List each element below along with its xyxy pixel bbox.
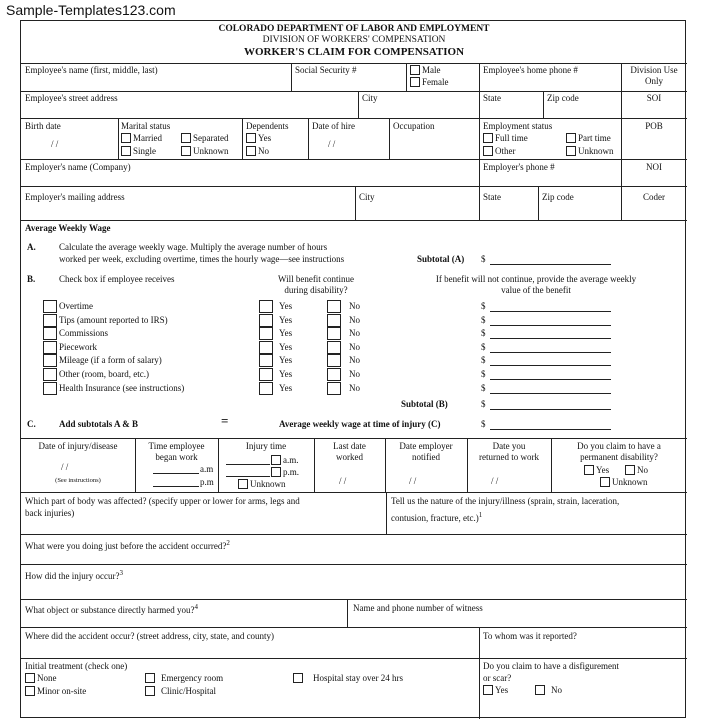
- treatment-minor-checkbox[interactable]: [25, 686, 35, 696]
- section-a-label: A.: [27, 242, 36, 252]
- part-time-checkbox[interactable]: [566, 133, 576, 143]
- began-pm-label: p.m: [200, 477, 214, 487]
- benefit-2-checkbox[interactable]: [43, 327, 57, 340]
- began-work-label: began work: [155, 452, 198, 462]
- returned-work-label: returned to work: [479, 452, 539, 462]
- street-address-label: Employee's street address: [25, 93, 118, 103]
- form-title: WORKER'S CLAIM FOR COMPENSATION: [243, 46, 465, 58]
- subtotal-a-label: Subtotal (A): [417, 254, 465, 264]
- benefit-4-value-line[interactable]: [490, 365, 611, 366]
- disfigurement-yes-checkbox[interactable]: [483, 685, 493, 695]
- benefit-5-dollar: $: [481, 369, 486, 379]
- separated-checkbox[interactable]: [181, 133, 191, 143]
- other-status-checkbox[interactable]: [483, 146, 493, 156]
- benefit-1-value-line[interactable]: [490, 325, 611, 326]
- benefit-4-no-checkbox[interactable]: [327, 354, 341, 367]
- benefit-0-value-line[interactable]: [490, 311, 611, 312]
- benefit-1-checkbox[interactable]: [43, 314, 57, 327]
- birth-date-slashes: / /: [51, 139, 59, 149]
- benefit-6-checkbox[interactable]: [43, 382, 57, 395]
- home-phone-label: Employee's home phone #: [483, 65, 578, 75]
- hire-date-slashes: / /: [328, 139, 336, 149]
- last-date-slashes: / /: [339, 476, 347, 486]
- noi-label: NOI: [646, 162, 662, 172]
- employment-status-label: Employment status: [483, 121, 553, 131]
- state-label: State: [483, 93, 501, 103]
- benefit-6-value-line[interactable]: [490, 393, 611, 394]
- other-status-label: Other: [495, 146, 516, 156]
- where-question: Where did the accident occur? (street address, city, state, and county): [25, 631, 275, 641]
- began-am-line[interactable]: [153, 473, 199, 474]
- subtotal-b-label: Subtotal (B): [401, 399, 448, 409]
- benefit-4-yes-label: Yes: [279, 355, 293, 365]
- dependents-no-checkbox[interactable]: [246, 146, 256, 156]
- separated-label: Separated: [193, 133, 229, 143]
- benefit-1-no-label: No: [349, 315, 360, 325]
- subtotal-c-dollar: $: [481, 419, 486, 429]
- benefit-5-yes-checkbox[interactable]: [259, 368, 273, 381]
- employee-name-label: Employee's name (first, middle, last): [25, 65, 158, 75]
- wage-heading: Average Weekly Wage: [25, 223, 111, 233]
- benefit-2-value-line[interactable]: [490, 338, 611, 339]
- not-continue-label: If benefit will not continue, provide the average weekly: [435, 274, 637, 284]
- benefit-6-dollar: $: [481, 383, 486, 393]
- benefit-3-label: Piecework: [59, 342, 97, 352]
- section-a-line1: Calculate the average weekly wage. Multiply the average number of hours: [59, 242, 328, 252]
- treatment-heading: Initial treatment (check one): [25, 661, 128, 671]
- injury-pm-label: p.m.: [283, 467, 300, 477]
- benefit-6-no-checkbox[interactable]: [327, 382, 341, 395]
- notified-date-slashes: / /: [409, 476, 417, 486]
- employer-mailing-label: Employer's mailing address: [25, 192, 125, 202]
- date-injury-slashes: / /: [61, 462, 69, 472]
- employer-zip-label: Zip code: [542, 192, 574, 202]
- body-part-question: Which part of body was affected? (specify upper or lower for arms, legs and: [25, 496, 300, 506]
- benefit-1-yes-label: Yes: [279, 315, 293, 325]
- benefit-0-no-checkbox[interactable]: [327, 300, 341, 313]
- married-checkbox[interactable]: [121, 133, 131, 143]
- returned-date-slashes: / /: [491, 476, 499, 486]
- benefit-5-checkbox[interactable]: [43, 368, 57, 381]
- last-date-label: Last date: [333, 441, 366, 451]
- female-checkbox[interactable]: [410, 77, 420, 87]
- male-label: Male: [422, 65, 441, 75]
- dependents-yes-checkbox[interactable]: [246, 133, 256, 143]
- benefit-4-label: Mileage (if a form of salary): [59, 355, 162, 365]
- disfigurement-no-checkbox[interactable]: [535, 685, 545, 695]
- subtotal-b-line[interactable]: [490, 409, 611, 410]
- disfigurement-question-2: or scar?: [483, 673, 512, 683]
- disfigurement-yes-label: Yes: [495, 685, 509, 695]
- benefit-3-checkbox[interactable]: [43, 341, 57, 354]
- treatment-hospital-checkbox[interactable]: [293, 673, 303, 683]
- benefit-0-label: Overtime: [59, 301, 93, 311]
- nature-injury-question: Tell us the nature of the injury/illness (sprain, strain, laceration,: [391, 496, 620, 506]
- injury-pm-line[interactable]: [226, 476, 270, 477]
- birth-date-label: Birth date: [25, 121, 61, 131]
- injury-am-label: a.m.: [283, 455, 299, 465]
- reported-question: To whom was it reported?: [483, 631, 577, 641]
- single-label: Single: [133, 146, 157, 156]
- benefit-5-no-checkbox[interactable]: [327, 368, 341, 381]
- permanent-yes-checkbox[interactable]: [584, 465, 594, 475]
- began-am-label: a.m: [200, 464, 214, 474]
- section-c-label: C.: [27, 419, 36, 429]
- section-b-text: Check box if employee receives: [59, 274, 175, 284]
- full-time-label: Full time: [495, 133, 528, 143]
- benefit-0-no-label: No: [349, 301, 360, 311]
- coder-label: Coder: [643, 192, 665, 202]
- benefit-5-value-line[interactable]: [490, 379, 611, 380]
- returned-label: Date you: [492, 441, 526, 451]
- permanent-no-label: No: [637, 465, 648, 475]
- benefit-2-label: Commissions: [59, 328, 109, 338]
- employer-state-label: State: [483, 192, 501, 202]
- time-began-label: Time employee: [148, 441, 205, 451]
- benefit-5-label: Other (room, board, etc.): [59, 369, 149, 379]
- injury-pm-checkbox[interactable]: [271, 467, 281, 477]
- permanent-no-checkbox[interactable]: [625, 465, 635, 475]
- claim-form: [20, 20, 686, 718]
- permanent-disability-label-2: permanent disability?: [580, 452, 658, 462]
- benefit-6-no-label: No: [349, 383, 360, 393]
- permanent-unknown-checkbox[interactable]: [600, 477, 610, 487]
- subtotal-c-line[interactable]: [490, 429, 611, 430]
- benefit-0-dollar: $: [481, 301, 486, 311]
- benefit-4-yes-checkbox[interactable]: [259, 354, 273, 367]
- see-instructions-label: (See instructions): [55, 477, 101, 484]
- benefit-4-no-label: No: [349, 355, 360, 365]
- benefit-2-yes-checkbox[interactable]: [259, 327, 273, 340]
- ssn-label: Social Security #: [295, 65, 357, 75]
- section-b-label: B.: [27, 274, 36, 284]
- treatment-clinic-label: Clinic/Hospital: [161, 686, 216, 696]
- benefit-0-yes-label: Yes: [279, 301, 293, 311]
- benefit-5-no-label: No: [349, 369, 360, 379]
- object-question: What object or substance directly harmed you?$^4$: [25, 603, 198, 615]
- injury-time-label: Injury time: [245, 441, 287, 451]
- division-title: DIVISION OF WORKERS' COMPENSATION: [262, 35, 446, 45]
- status-unknown-checkbox[interactable]: [566, 146, 576, 156]
- benefit-value-label: value of the benefit: [501, 285, 571, 295]
- subtotal-b-dollar: $: [481, 399, 486, 409]
- how-question: How did the injury occur?$^3$: [25, 569, 123, 581]
- hire-date-label: Date of hire: [312, 121, 355, 131]
- zip-label: Zip code: [547, 93, 579, 103]
- injury-am-line[interactable]: [226, 464, 270, 465]
- dependents-no-label: No: [258, 146, 269, 156]
- occupation-label: Occupation: [393, 121, 435, 131]
- permanent-yes-label: Yes: [596, 465, 610, 475]
- female-label: Female: [422, 77, 449, 87]
- benefit-4-checkbox[interactable]: [43, 354, 57, 367]
- treatment-emergency-checkbox[interactable]: [145, 673, 155, 683]
- benefit-continue-label: Will benefit continue: [277, 274, 355, 284]
- benefit-6-yes-checkbox[interactable]: [259, 382, 273, 395]
- status-unknown-label: Unknown: [578, 146, 614, 156]
- injury-time-unknown-checkbox[interactable]: [238, 479, 248, 489]
- treatment-emergency-label: Emergency room: [161, 673, 224, 683]
- benefit-1-dollar: $: [481, 315, 486, 325]
- disfigurement-question: Do you claim to have a disfigurement: [483, 661, 619, 671]
- notified-label: notified: [412, 452, 440, 462]
- section-c-result-label: Average weekly wage at time of injury (C): [279, 419, 441, 429]
- last-worked-label: worked: [336, 452, 363, 462]
- marital-status-label: Marital status: [121, 121, 171, 131]
- disfigurement-no-label: No: [551, 685, 562, 695]
- marital-unknown-label: Unknown: [193, 146, 229, 156]
- dept-title: COLORADO DEPARTMENT OF LABOR AND EMPLOYMENT: [218, 24, 490, 34]
- benefit-1-label: Tips (amount reported to IRS): [59, 315, 168, 325]
- subtotal-a-dollar: $: [481, 254, 486, 264]
- section-c-text: Add subtotals A & B: [59, 419, 139, 429]
- part-time-label: Part time: [578, 133, 611, 143]
- treatment-minor-label: Minor on-site: [37, 686, 87, 696]
- permanent-unknown-label: Unknown: [612, 477, 648, 487]
- employer-phone-label: Employer's phone #: [483, 162, 555, 172]
- witness-label: Name and phone number of witness: [353, 603, 483, 613]
- began-pm-line[interactable]: [153, 486, 199, 487]
- marital-unknown-checkbox[interactable]: [181, 146, 191, 156]
- treatment-none-label: None: [37, 673, 57, 683]
- benefit-5-yes-label: Yes: [279, 369, 293, 379]
- benefit-3-dollar: $: [481, 342, 486, 352]
- nature-injury-question-2: contusion, fracture, etc.)$^1$: [391, 511, 483, 523]
- body-part-question-2: back injuries): [25, 508, 75, 518]
- benefit-1-no-checkbox[interactable]: [327, 314, 341, 327]
- permanent-disability-label: Do you claim to have a: [577, 441, 661, 451]
- injury-time-unknown-label: Unknown: [250, 479, 286, 489]
- single-checkbox[interactable]: [121, 146, 131, 156]
- benefit-0-yes-checkbox[interactable]: [259, 300, 273, 313]
- dependents-yes-label: Yes: [258, 133, 272, 143]
- benefit-2-no-checkbox[interactable]: [327, 327, 341, 340]
- benefit-4-dollar: $: [481, 355, 486, 365]
- watermark-text: Sample-Templates123.com: [6, 2, 176, 18]
- benefit-1-yes-checkbox[interactable]: [259, 314, 273, 327]
- division-only-label: Only: [645, 76, 663, 86]
- benefit-3-no-checkbox[interactable]: [327, 341, 341, 354]
- benefit-2-dollar: $: [481, 328, 486, 338]
- subtotal-a-line[interactable]: [490, 264, 611, 265]
- benefit-6-label: Health Insurance (see instructions): [59, 383, 185, 393]
- equals-sign: =: [221, 413, 229, 428]
- section-a-line2: worked per week, excluding overtime, times the hourly wage—see instructions: [59, 254, 345, 264]
- dependents-label: Dependents: [246, 121, 289, 131]
- treatment-clinic-checkbox[interactable]: [145, 686, 155, 696]
- division-use-label: Division Use: [630, 65, 678, 75]
- full-time-checkbox[interactable]: [483, 133, 493, 143]
- doing-question: What were you doing just before the accident occurred?$^2$: [25, 539, 230, 551]
- treatment-none-checkbox[interactable]: [25, 673, 35, 683]
- benefit-0-checkbox[interactable]: [43, 300, 57, 313]
- benefit-3-yes-checkbox[interactable]: [259, 341, 273, 354]
- benefit-6-yes-label: Yes: [279, 383, 293, 393]
- pob-label: POB: [645, 121, 663, 131]
- employer-name-label: Employer's name (Company): [25, 162, 131, 172]
- injury-am-checkbox[interactable]: [271, 455, 281, 465]
- male-checkbox[interactable]: [410, 65, 420, 75]
- employer-notified-label: Date employer: [399, 441, 453, 451]
- married-label: Married: [133, 133, 162, 143]
- benefit-3-no-label: No: [349, 342, 360, 352]
- benefit-3-yes-label: Yes: [279, 342, 293, 352]
- employer-city-label: City: [359, 192, 375, 202]
- during-disability-label: during disability?: [284, 285, 348, 295]
- soi-label: SOI: [646, 93, 662, 103]
- benefit-2-no-label: No: [349, 328, 360, 338]
- benefit-2-yes-label: Yes: [279, 328, 293, 338]
- date-injury-label: Date of injury/disease: [38, 441, 118, 451]
- city-label: City: [362, 93, 378, 103]
- treatment-hospital-label: Hospital stay over 24 hrs: [313, 673, 403, 683]
- benefit-3-value-line[interactable]: [490, 352, 611, 353]
